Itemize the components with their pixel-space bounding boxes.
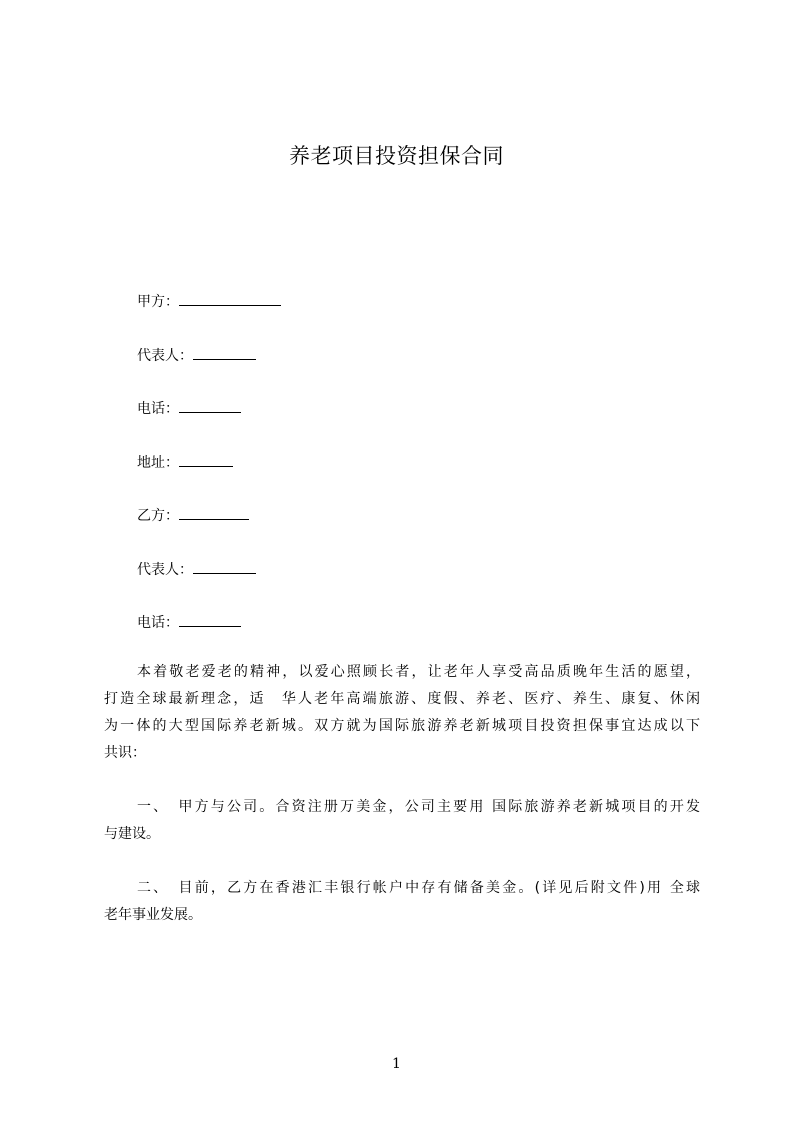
party-b-field <box>137 505 249 526</box>
clause-two-line: 二、 目前，乙方在香港汇丰银行帐户中存有储备美金。(详见后附文件)用 全球 <box>137 880 700 896</box>
party-a-representative-blank <box>193 345 256 360</box>
party-b-representative-field <box>137 559 256 580</box>
party-b-phone-label: 电话： <box>137 615 179 631</box>
party-a-address-blank <box>179 452 233 467</box>
clause-two-paragraph <box>104 875 700 929</box>
party-b-representative-blank <box>193 559 256 574</box>
clause-two-line: 老年事业发展。 <box>104 907 202 923</box>
intro-line: 共识： <box>104 745 146 761</box>
intro-line: 打造全球最新理念，适 华人老年高端旅游、度假、养老、医疗、养生、康复、休闲 <box>104 691 700 707</box>
party-a-blank <box>179 291 281 306</box>
party-a-representative-field <box>137 345 256 366</box>
party-b-representative-label: 代表人： <box>137 562 193 578</box>
party-a-phone-field <box>137 398 241 419</box>
party-b-blank <box>179 505 249 520</box>
clause-one-line: 一、 甲方与公司。合资注册万美金，公司主要用 国际旅游养老新城项目的开发 <box>137 799 700 815</box>
intro-line: 本着敬老爱老的精神，以爱心照顾长者，让老年人享受高品质晚年生活的愿望， <box>137 664 700 680</box>
intro-paragraph <box>104 659 700 767</box>
party-a-label: 甲方： <box>137 294 179 310</box>
party-a-representative-label: 代表人： <box>137 348 193 364</box>
party-a-address-field <box>137 452 233 473</box>
party-a-address-label: 地址： <box>137 455 179 471</box>
party-b-label: 乙方： <box>137 508 179 524</box>
party-a-phone-blank <box>179 398 241 413</box>
clause-one-paragraph <box>104 794 700 848</box>
party-b-phone-field <box>137 612 241 633</box>
clause-one-line: 与建设。 <box>104 826 160 842</box>
document-title: 养老项目投资担保合同 <box>289 144 504 168</box>
page-number: 1 <box>392 1056 401 1072</box>
party-b-phone-blank <box>179 612 241 627</box>
intro-line: 为一体的大型国际养老新城。双方就为国际旅游养老新城项目投资担保事宜达成以下 <box>104 718 700 734</box>
party-a-field <box>137 291 281 312</box>
party-a-phone-label: 电话： <box>137 401 179 417</box>
